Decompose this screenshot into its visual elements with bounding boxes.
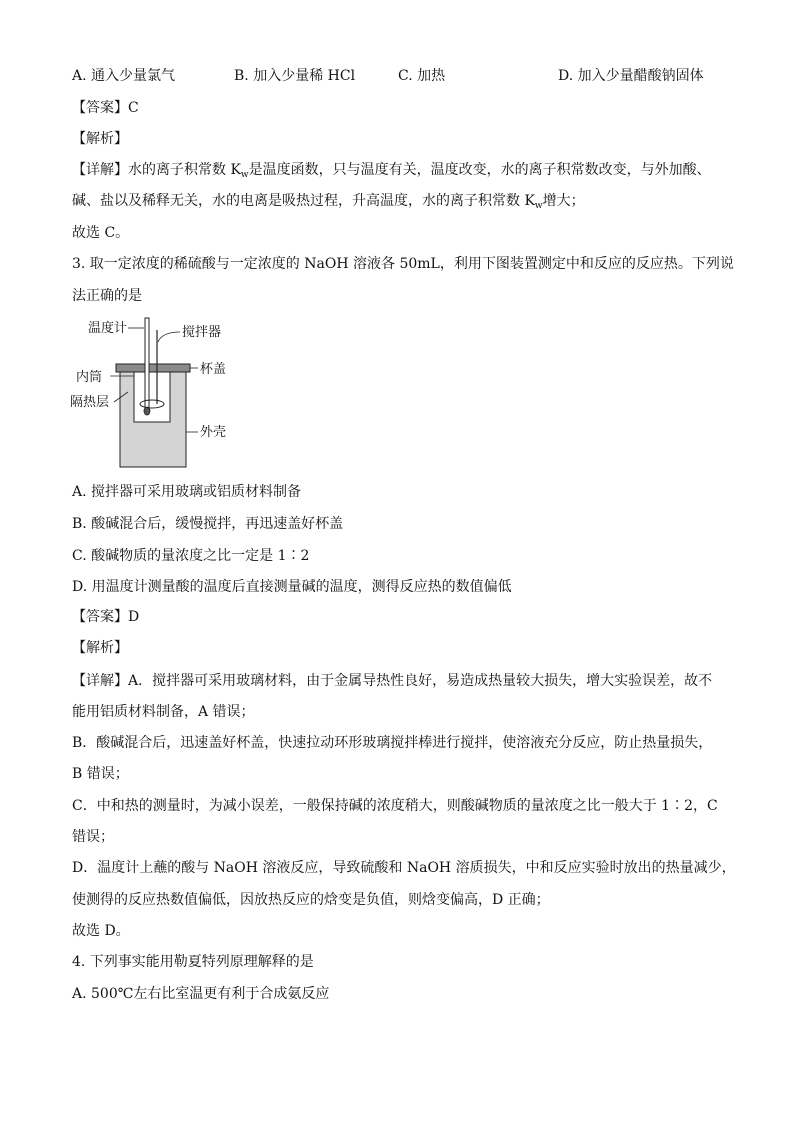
q3-detail-line-4: B 错误； <box>72 766 129 782</box>
q4-stem: 4. 下列事实能用勒夏特列原理解释的是 <box>72 954 314 970</box>
q3-stem-line-2: 法正确的是 <box>72 288 142 304</box>
label-stirrer: 搅拌器 <box>182 325 222 340</box>
option-text: 加入少量稀 HCl <box>253 68 356 84</box>
q3-option-b: B. 酸碱混合后，缓慢搅拌，再迅速盖好杯盖 <box>72 516 344 532</box>
detail-label: 【详解】 <box>72 162 128 178</box>
q3-detail-line-2: 能用铝质材料制备，A 错误； <box>72 704 255 720</box>
calorimeter-diagram <box>70 312 260 472</box>
option-text: 加入少量醋酸钠固体 <box>577 68 704 84</box>
q3-detail-line-7: D．温度计上蘸的酸与 NaOH 溶液反应，导致硫酸和 NaOH 溶质损失，中和反应实验时放出的热量减少， <box>72 860 736 876</box>
detail-text: 碱、盐以及稀释无关，水的电离是吸热过程，升高温度，水的离子积常数 K <box>72 193 535 209</box>
answer-label: 【答案】 <box>72 100 128 116</box>
kw-subscript: w <box>534 201 543 211</box>
q2-option-d <box>558 66 704 86</box>
q3-option-a: A. 搅拌器可采用玻璃或铝质材料制备 <box>72 484 302 500</box>
option-letter: A. <box>72 68 87 84</box>
q3-detail-line-8: 使测得的反应热数值偏低，因放热反应的焓变是负值，则焓变偏高，D 正确； <box>72 892 550 908</box>
option-text: 加热 <box>417 68 446 84</box>
thermometer <box>145 318 149 410</box>
q3-analysis-label: 【解析】 <box>72 640 128 656</box>
detail-text: 是温度函数，只与温度有关，温度改变，水的离子积常数改变，与外加酸、 <box>248 162 711 178</box>
q3-detail-line-6: 错误； <box>72 829 114 845</box>
option-letter: D. <box>558 68 574 84</box>
option-text: 通入少量氯气 <box>91 68 176 84</box>
detail-text: 增大； <box>542 193 585 209</box>
q2-answer <box>72 98 139 118</box>
q3-option-d: D. 用温度计测量酸的温度后直接测量碱的温度，测得反应热的数值偏低 <box>72 579 512 595</box>
q2-conclusion: 故选 C。 <box>72 225 130 241</box>
q3-detail-line-3: B．酸碱混合后，迅速盖好杯盖，快速拉动环形玻璃搅拌棒进行搅拌，使溶液充分反应，防止热量损失， <box>72 735 713 751</box>
detail-text: 水的离子积常数 K <box>128 162 241 178</box>
inner-cup <box>134 372 170 422</box>
q2-detail-line-1 <box>72 160 711 185</box>
q3-answer <box>72 607 139 627</box>
q3-option-c: C. 酸碱物质的量浓度之比一定是 1∶2 <box>72 548 310 564</box>
label-thermometer: 温度计 <box>88 321 128 336</box>
label-inner-cup: 内筒 <box>76 370 103 385</box>
label-insulation: 隔热层 <box>70 395 110 410</box>
cup-lid <box>116 364 190 372</box>
option-letter: B. <box>234 68 249 84</box>
q4-option-a: A. 500℃左右比室温更有利于合成氨反应 <box>72 986 330 1002</box>
q2-analysis-label: 【解析】 <box>72 131 128 147</box>
q3-detail-line-5: C．中和热的测量时，为减小误差，一般保持碱的浓度稍大，则酸碱物质的量浓度之比一般大于 1∶2，C <box>72 798 718 814</box>
q2-option-a <box>72 66 175 86</box>
answer-value: D <box>128 609 140 625</box>
q3-conclusion: 故选 D。 <box>72 923 130 939</box>
answer-label: 【答案】 <box>72 609 128 625</box>
answer-value: C <box>128 100 139 116</box>
q2-detail-line-2 <box>72 191 585 216</box>
q2-option-c <box>398 66 445 86</box>
q3-stem-line-1: 3. 取一定浓度的稀硫酸与一定浓度的 NaOH 溶液各 50mL，利用下图装置测定中和反应的反应热。下列说 <box>72 256 734 272</box>
label-lid: 杯盖 <box>200 362 227 377</box>
q2-option-b <box>234 66 355 86</box>
option-letter: C. <box>398 68 413 84</box>
label-shell: 外壳 <box>200 425 227 440</box>
q3-detail-line-1: 【详解】A．搅拌器可采用玻璃材料，由于金属导热性良好，易造成热量较大损失，增大实验误差，故不 <box>72 673 713 689</box>
kw-subscript: w <box>240 170 249 180</box>
